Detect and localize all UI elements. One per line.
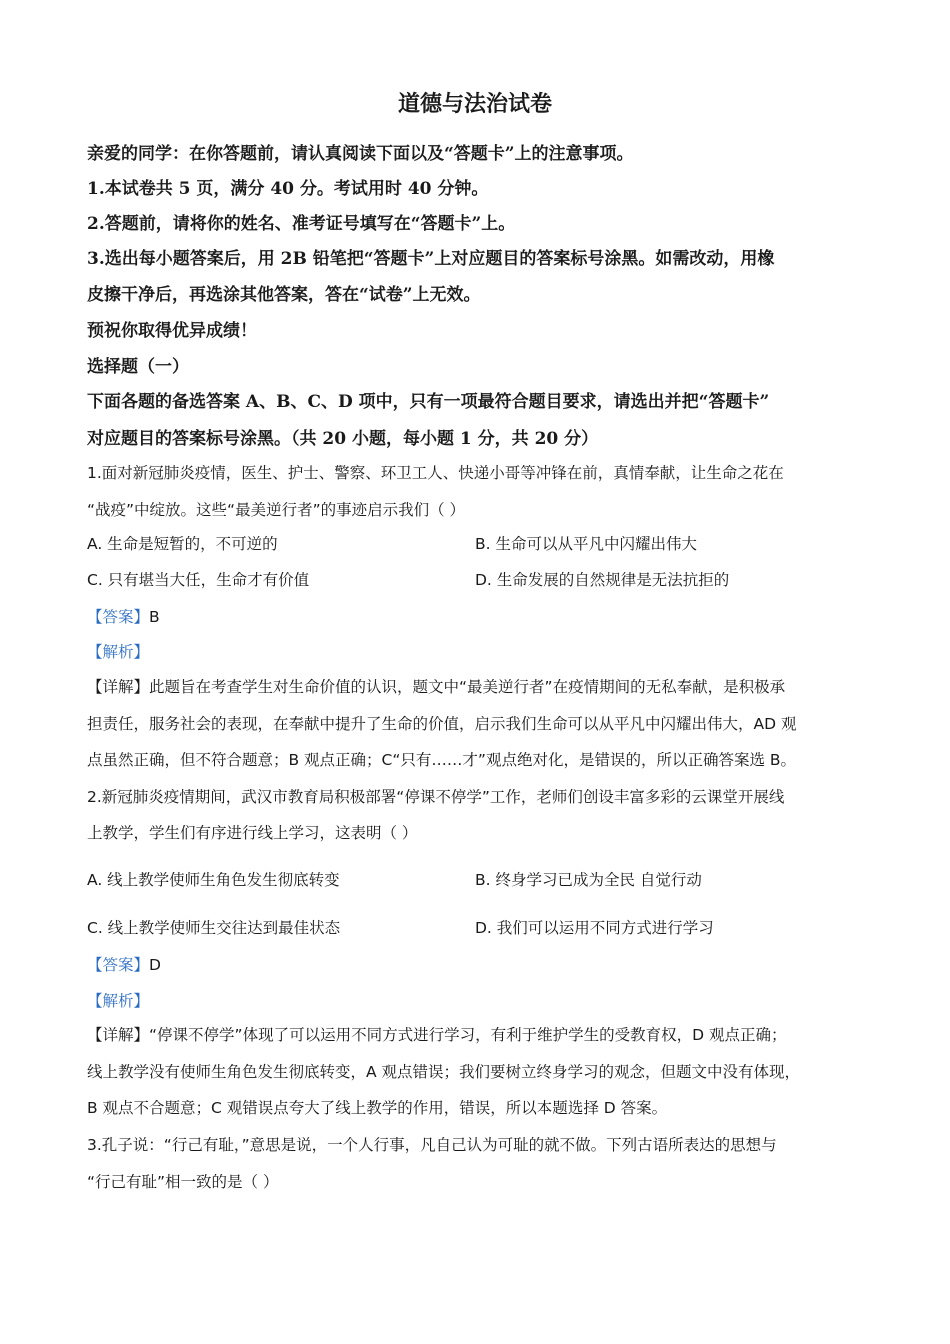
detail-text: 此题旨在考查学生对生命价值的认识，题文中“最美逆行者”在疫情期间的无私奉献，是积极承 (149, 678, 786, 696)
question-2-analysis-tag: 【解析】 (87, 992, 150, 1010)
instruction-item-1: 1.本试卷共 5 页，满分 40 分。考试用时 40 分钟。 (87, 179, 489, 199)
instruction-item-3-line-2: 皮擦干净后，再选涂其他答案，答在“试卷”上无效。 (87, 285, 481, 305)
detail-tag: 【详解】 (87, 1026, 150, 1044)
section-title: 选择题（一） (87, 357, 189, 377)
question-2-detail-line-3: B 观点不合题意；C 观错误点夸大了线上教学的作用，错误，所以本题选择 D 答案。 (87, 1099, 668, 1117)
instruction-greeting: 亲爱的同学：在你答题前，请认真阅读下面以及“答题卡”上的注意事项。 (87, 144, 634, 164)
answer-tag: 【答案】 (87, 956, 150, 974)
page-title: 道德与法治试卷 (397, 91, 552, 117)
answer-value: B (149, 608, 160, 626)
question-2-stem-line-1: 2.新冠肺炎疫情期间，武汉市教育局积极部署“停课不停学”工作，老师们创设丰富多彩的云课堂开展线 (87, 788, 785, 806)
section-desc-line-1: 下面各题的备选答案 A、B、C、D 项中，只有一项最符合题目要求，请选出并把“答题卡” (87, 392, 770, 412)
instruction-wish: 预祝你取得优异成绩！ (87, 321, 257, 341)
question-1-option-c: C. 只有堪当大任，生命才有价值 (87, 571, 310, 589)
question-2-stem-line-2: 上教学，学生们有序进行线上学习，这表明（ ） (87, 824, 418, 842)
question-1-answer (87, 610, 160, 626)
question-3-stem-line-1: 3.孔子说：“行己有耻，”意思是说，一个人行事，凡自己认为可耻的就不做。下列古语所表达的思想与 (87, 1136, 777, 1154)
answer-value: D (149, 956, 161, 974)
question-2-option-a: A. 线上教学使师生角色发生彻底转变 (87, 871, 340, 889)
question-1-analysis-tag: 【解析】 (87, 643, 150, 661)
question-1-stem-line-1: 1.面对新冠肺炎疫情，医生、护士、警察、环卫工人、快递小哥等冲锋在前，真情奉献，让生命之花在 (87, 464, 784, 482)
question-2-detail-line-2: 线上教学没有使师生角色发生彻底转变，A 观点错误；我们要树立终身学习的观念，但题文中没有体现， (87, 1063, 801, 1081)
question-2-detail-line-1 (87, 1028, 786, 1044)
instruction-item-2: 2.答题前，请将你的姓名、准考证号填写在“答题卡”上。 (87, 214, 516, 234)
question-1-detail-line-3: 点虽然正确，但不符合题意；B 观点正确；C“只有……才”观点绝对化，是错误的，所以正确答案选 B。 (87, 751, 797, 769)
question-2-option-c: C. 线上教学使师生交往达到最佳状态 (87, 919, 341, 937)
question-3-stem-line-2: “行己有耻”相一致的是（ ） (87, 1173, 279, 1191)
detail-tag: 【详解】 (87, 678, 150, 696)
question-1-option-b: B. 生命可以从平凡中闪耀出伟大 (475, 535, 697, 553)
section-desc-line-2: 对应题目的答案标号涂黑。（共 20 小题，每小题 1 分，共 20 分） (87, 429, 599, 449)
question-1-option-d: D. 生命发展的自然规律是无法抗拒的 (475, 571, 730, 589)
question-2-answer (87, 958, 161, 974)
question-1-stem-line-2: “战疫”中绽放。这些“最美逆行者”的事迹启示我们（ ） (87, 501, 466, 519)
question-2-option-d: D. 我们可以运用不同方式进行学习 (475, 919, 714, 937)
question-2-option-b: B. 终身学习已成为全民 自觉行动 (475, 871, 702, 889)
question-1-detail-line-2: 担责任，服务社会的表现，在奉献中提升了生命的价值，启示我们生命可以从平凡中闪耀出伟大，AD 观 (87, 715, 797, 733)
answer-tag: 【答案】 (87, 608, 150, 626)
detail-text: “停课不停学”体现了可以运用不同方式进行学习，有利于维护学生的受教育权，D 观点正确； (149, 1026, 787, 1044)
instruction-item-3-line-1: 3.选出每小题答案后，用 2B 铅笔把“答题卡”上对应题目的答案标号涂黑。如需改动，用橡 (87, 249, 775, 269)
question-1-option-a: A. 生命是短暂的，不可逆的 (87, 535, 278, 553)
question-1-detail-line-1 (87, 680, 785, 696)
